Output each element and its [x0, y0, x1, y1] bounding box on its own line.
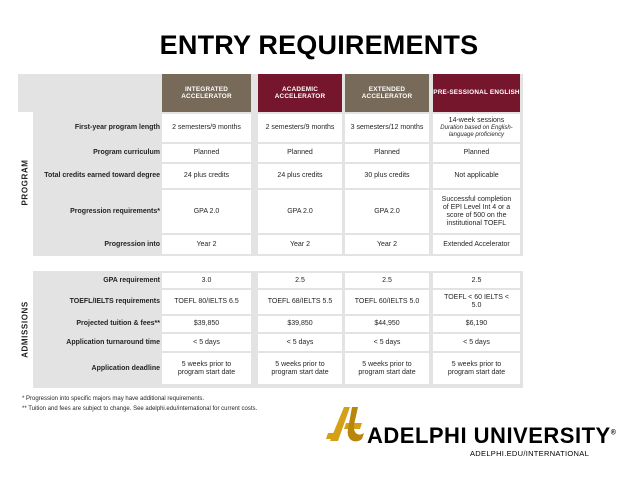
cell-text: 14-week sessions [448, 117, 505, 124]
program_rows-cell [162, 235, 251, 254]
cell-text: 30 plus credits [364, 172, 410, 179]
cell-text: 2.5 [295, 276, 305, 284]
cell-text: TOEFL 60/IELTS 5.0 [354, 298, 420, 305]
program_rows-row-label: Total credits earned toward degree [44, 172, 160, 179]
admissions_rows-cell [433, 290, 520, 314]
admissions_rows-row-label: Application deadline [91, 364, 160, 372]
admissions_rows-cell [162, 316, 251, 332]
program_rows-row-label: Program curriculum [93, 149, 160, 156]
university-url: ADELPHI.EDU/INTERNATIONAL [470, 449, 590, 458]
program_rows-cell [162, 190, 251, 233]
cell-text: 3 semesters/12 months [350, 124, 424, 131]
cell-text: 5 weeks prior to program start date [358, 360, 416, 376]
program_rows-cell [258, 235, 342, 254]
program_rows-cell [258, 114, 342, 142]
cell-text: $44,950 [374, 320, 400, 327]
cell-text: < 5 days [286, 338, 314, 346]
program_rows-cell [345, 190, 429, 233]
cell-text: Year 2 [377, 240, 397, 248]
cell-text: 24 plus credits [277, 172, 323, 179]
admissions_rows-cell [433, 334, 520, 351]
admissions-section-label: ADMISSIONS [20, 301, 30, 358]
cell-text: 2 semesters/9 months [265, 124, 335, 131]
cell-text: < 5 days [193, 338, 220, 346]
column-header-1: INTEGRATED ACCELERATOR [162, 74, 251, 112]
admissions_rows-cell [162, 353, 251, 384]
cell-text: Year 2 [290, 240, 310, 248]
admissions_rows-cell [162, 290, 251, 314]
cell-text: TOEFL 80/IELTS 6.5 [174, 298, 239, 305]
cell-text: GPA 2.0 [374, 207, 400, 215]
column-header-4: PRE-SESSIONAL ENGLISH [433, 74, 520, 112]
program-section-label: PROGRAM [20, 159, 30, 206]
program_rows-cell [162, 164, 251, 188]
admissions_rows-cell [258, 290, 342, 314]
program_rows-row-label: Progression requirements* [70, 207, 160, 215]
program_rows-cell [162, 144, 251, 162]
program_rows-cell [345, 144, 429, 162]
cell-text: Not applicable [454, 172, 499, 179]
cell-text: < 5 days [463, 338, 490, 346]
cell-text: 24 plus credits [183, 172, 230, 179]
program_rows-row-label: Progression into [104, 240, 160, 248]
cell-text: 5 weeks prior to program start date [447, 360, 506, 376]
admissions_rows-cell [345, 290, 429, 314]
cell-text: $39,850 [193, 320, 220, 327]
admissions_rows-cell [162, 273, 251, 288]
program_rows-cell [162, 114, 251, 142]
registered-mark: ® [610, 429, 617, 437]
au-logo-mark-icon [326, 403, 368, 445]
admissions_rows-cell [345, 273, 429, 288]
admissions_rows-cell [433, 353, 520, 384]
admissions_rows-row-label: TOEFL/IELTS requirements [69, 298, 160, 305]
program_rows-cell [258, 164, 342, 188]
cell-text: $6,190 [465, 320, 488, 327]
admissions_rows-row-label: GPA requirement [103, 276, 160, 284]
cell-text: 5 weeks prior to program start date [271, 360, 329, 376]
program_rows-cell [433, 190, 520, 233]
cell-text: 3.0 [201, 276, 212, 284]
admissions_rows-cell [258, 273, 342, 288]
footnote-progression: * Progression into specific majors may have additional requirements. [22, 396, 205, 402]
program_rows-cell [433, 164, 520, 188]
program_rows-row-label: First-year program length [74, 124, 160, 131]
cell-text: Successful completion of EPI Level Int 4 or a score of 500 on the institutional TOEFL [441, 195, 512, 227]
admissions_rows-cell [162, 334, 251, 351]
admissions_rows-row-label: Application turnaround time [66, 338, 160, 346]
program_rows-cell [258, 144, 342, 162]
cell-text: GPA 2.0 [287, 207, 313, 215]
cell-text: Planned [463, 149, 490, 156]
program_rows-cell [433, 235, 520, 254]
cell-text: $39,850 [287, 320, 313, 327]
admissions_rows-cell [258, 316, 342, 332]
cell-text: Year 2 [196, 240, 217, 248]
admissions_rows-cell [345, 334, 429, 351]
program_rows-cell [433, 114, 520, 142]
page-title: ENTRY REQUIREMENTS [159, 30, 479, 60]
cell-text: 5 weeks prior to program start date [177, 360, 236, 376]
footnote-tuition: ** Tuition and fees are subject to change. See adelphi.edu/international for current costs. [22, 406, 258, 412]
program_rows-cell [258, 190, 342, 233]
cell-text: Planned [193, 149, 220, 156]
program_rows-cell [345, 164, 429, 188]
cell-text: Planned [374, 149, 400, 156]
admissions_rows-cell [433, 273, 520, 288]
admissions_rows-cell [345, 316, 429, 332]
cell-note: Duration based on English-language proficiency [440, 125, 513, 138]
cell-text: TOEFL < 60 IELTS < 5.0 [444, 294, 509, 309]
cell-text: TOEFL 68/IELTS 5.5 [267, 298, 333, 305]
admissions_rows-cell [258, 334, 342, 351]
program_rows-cell [433, 144, 520, 162]
column-header-3: EXTENDED ACCELERATOR [345, 74, 429, 112]
cell-text: 2 semesters/9 months [172, 124, 241, 131]
university-name-text: ADELPHI UNIVERSITY [367, 423, 611, 448]
cell-text: GPA 2.0 [193, 207, 220, 215]
admissions_rows-cell [345, 353, 429, 384]
cell-text: Planned [287, 149, 313, 156]
cell-text: 2.5 [382, 276, 392, 284]
admissions_rows-row-label: Projected tuition & fees** [76, 320, 160, 327]
column-header-2: ACADEMIC ACCELERATOR [258, 74, 342, 112]
cell-text: Extended Accelerator [443, 240, 510, 248]
program_rows-cell [345, 114, 429, 142]
section-divider [18, 256, 523, 271]
program_rows-cell [345, 235, 429, 254]
cell-text: 2.5 [471, 276, 482, 284]
cell-text: < 5 days [373, 338, 401, 346]
admissions_rows-cell [258, 353, 342, 384]
admissions_rows-cell [433, 316, 520, 332]
university-name [367, 423, 616, 449]
